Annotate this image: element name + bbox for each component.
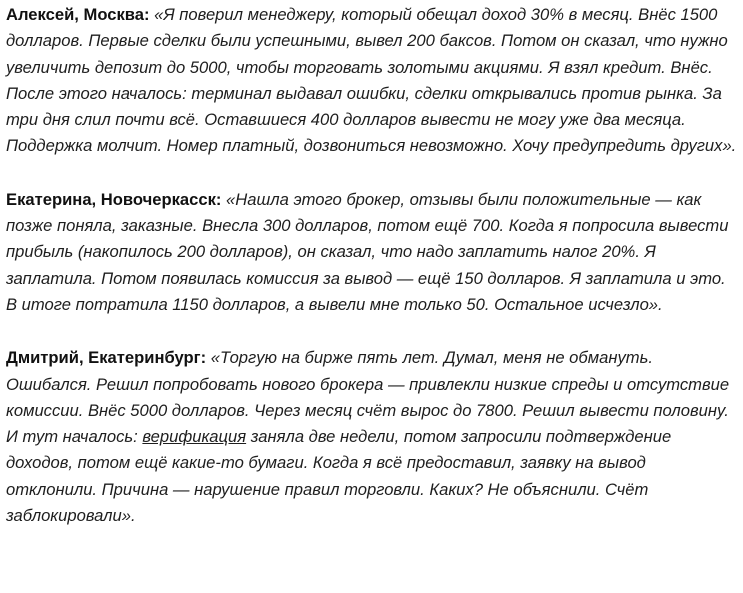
review-text: «Нашла этого брокер, отзывы были положительные — как позже поняла, заказные. Внесла 300 долларов, потом ещё 700. Когда я попросила вывести прибыль (накопилось 200 долларов), он сказал, что надо заплатить налог 20%. Я заплатила. Потом появилась комиссия за вывод — ещё 150 долларов. Я заплатила и это. В итоге потратила 1150 долларов, а вывели мне только 50. Остальное исчезло». <box>6 189 729 314</box>
review-text-after-link: заняла две недели, потом запросили подтверждение доходов, потом ещё какие-то бумаги. Когда я всё предоставил, заявку на вывод отклонили. Причина — нарушение правил торговли. Каких? Не объяснили. Счёт заблокировали». <box>6 427 672 526</box>
review-item <box>6 345 737 529</box>
review-author: Дмитрий, Екатеринбург: <box>6 348 207 368</box>
review-author: Алексей, Москва: <box>6 5 150 24</box>
review-item <box>6 2 737 160</box>
review-item <box>6 187 737 318</box>
review-text-before-link: «Торгую на бирже пять лет. Думал, меня не обмануть. Ошибался. Решил попробовать нового брокера — привлекли низкие спреды и отсутствие комиссии. Внёс 5000 долларов. Через месяц счёт вырос до 7800. Решил вывести половину. И тут началось: <box>6 348 730 447</box>
review-author: Екатерина, Новочеркасск: <box>6 189 222 209</box>
verification-link[interactable]: верификация <box>142 427 247 447</box>
review-text: «Я поверил менеджеру, который обещал доход 30% в месяц. Внёс 1500 долларов. Первые сделки были успешными, вывел 200 баксов. Потом он сказал, что нужно увеличить депозит до 5000, чтобы торговать золотыми акциями. Я взял кредит. Внёс. После этого началось: терминал выдавал ошибки, сделки открывались против рынка. За три дня слил почти всё. Оставшиеся 400 долларов вывести не могу уже два месяца. Поддержка молчит. Номер платный, дозвониться невозможно. Хочу предупредить других». <box>6 5 737 156</box>
